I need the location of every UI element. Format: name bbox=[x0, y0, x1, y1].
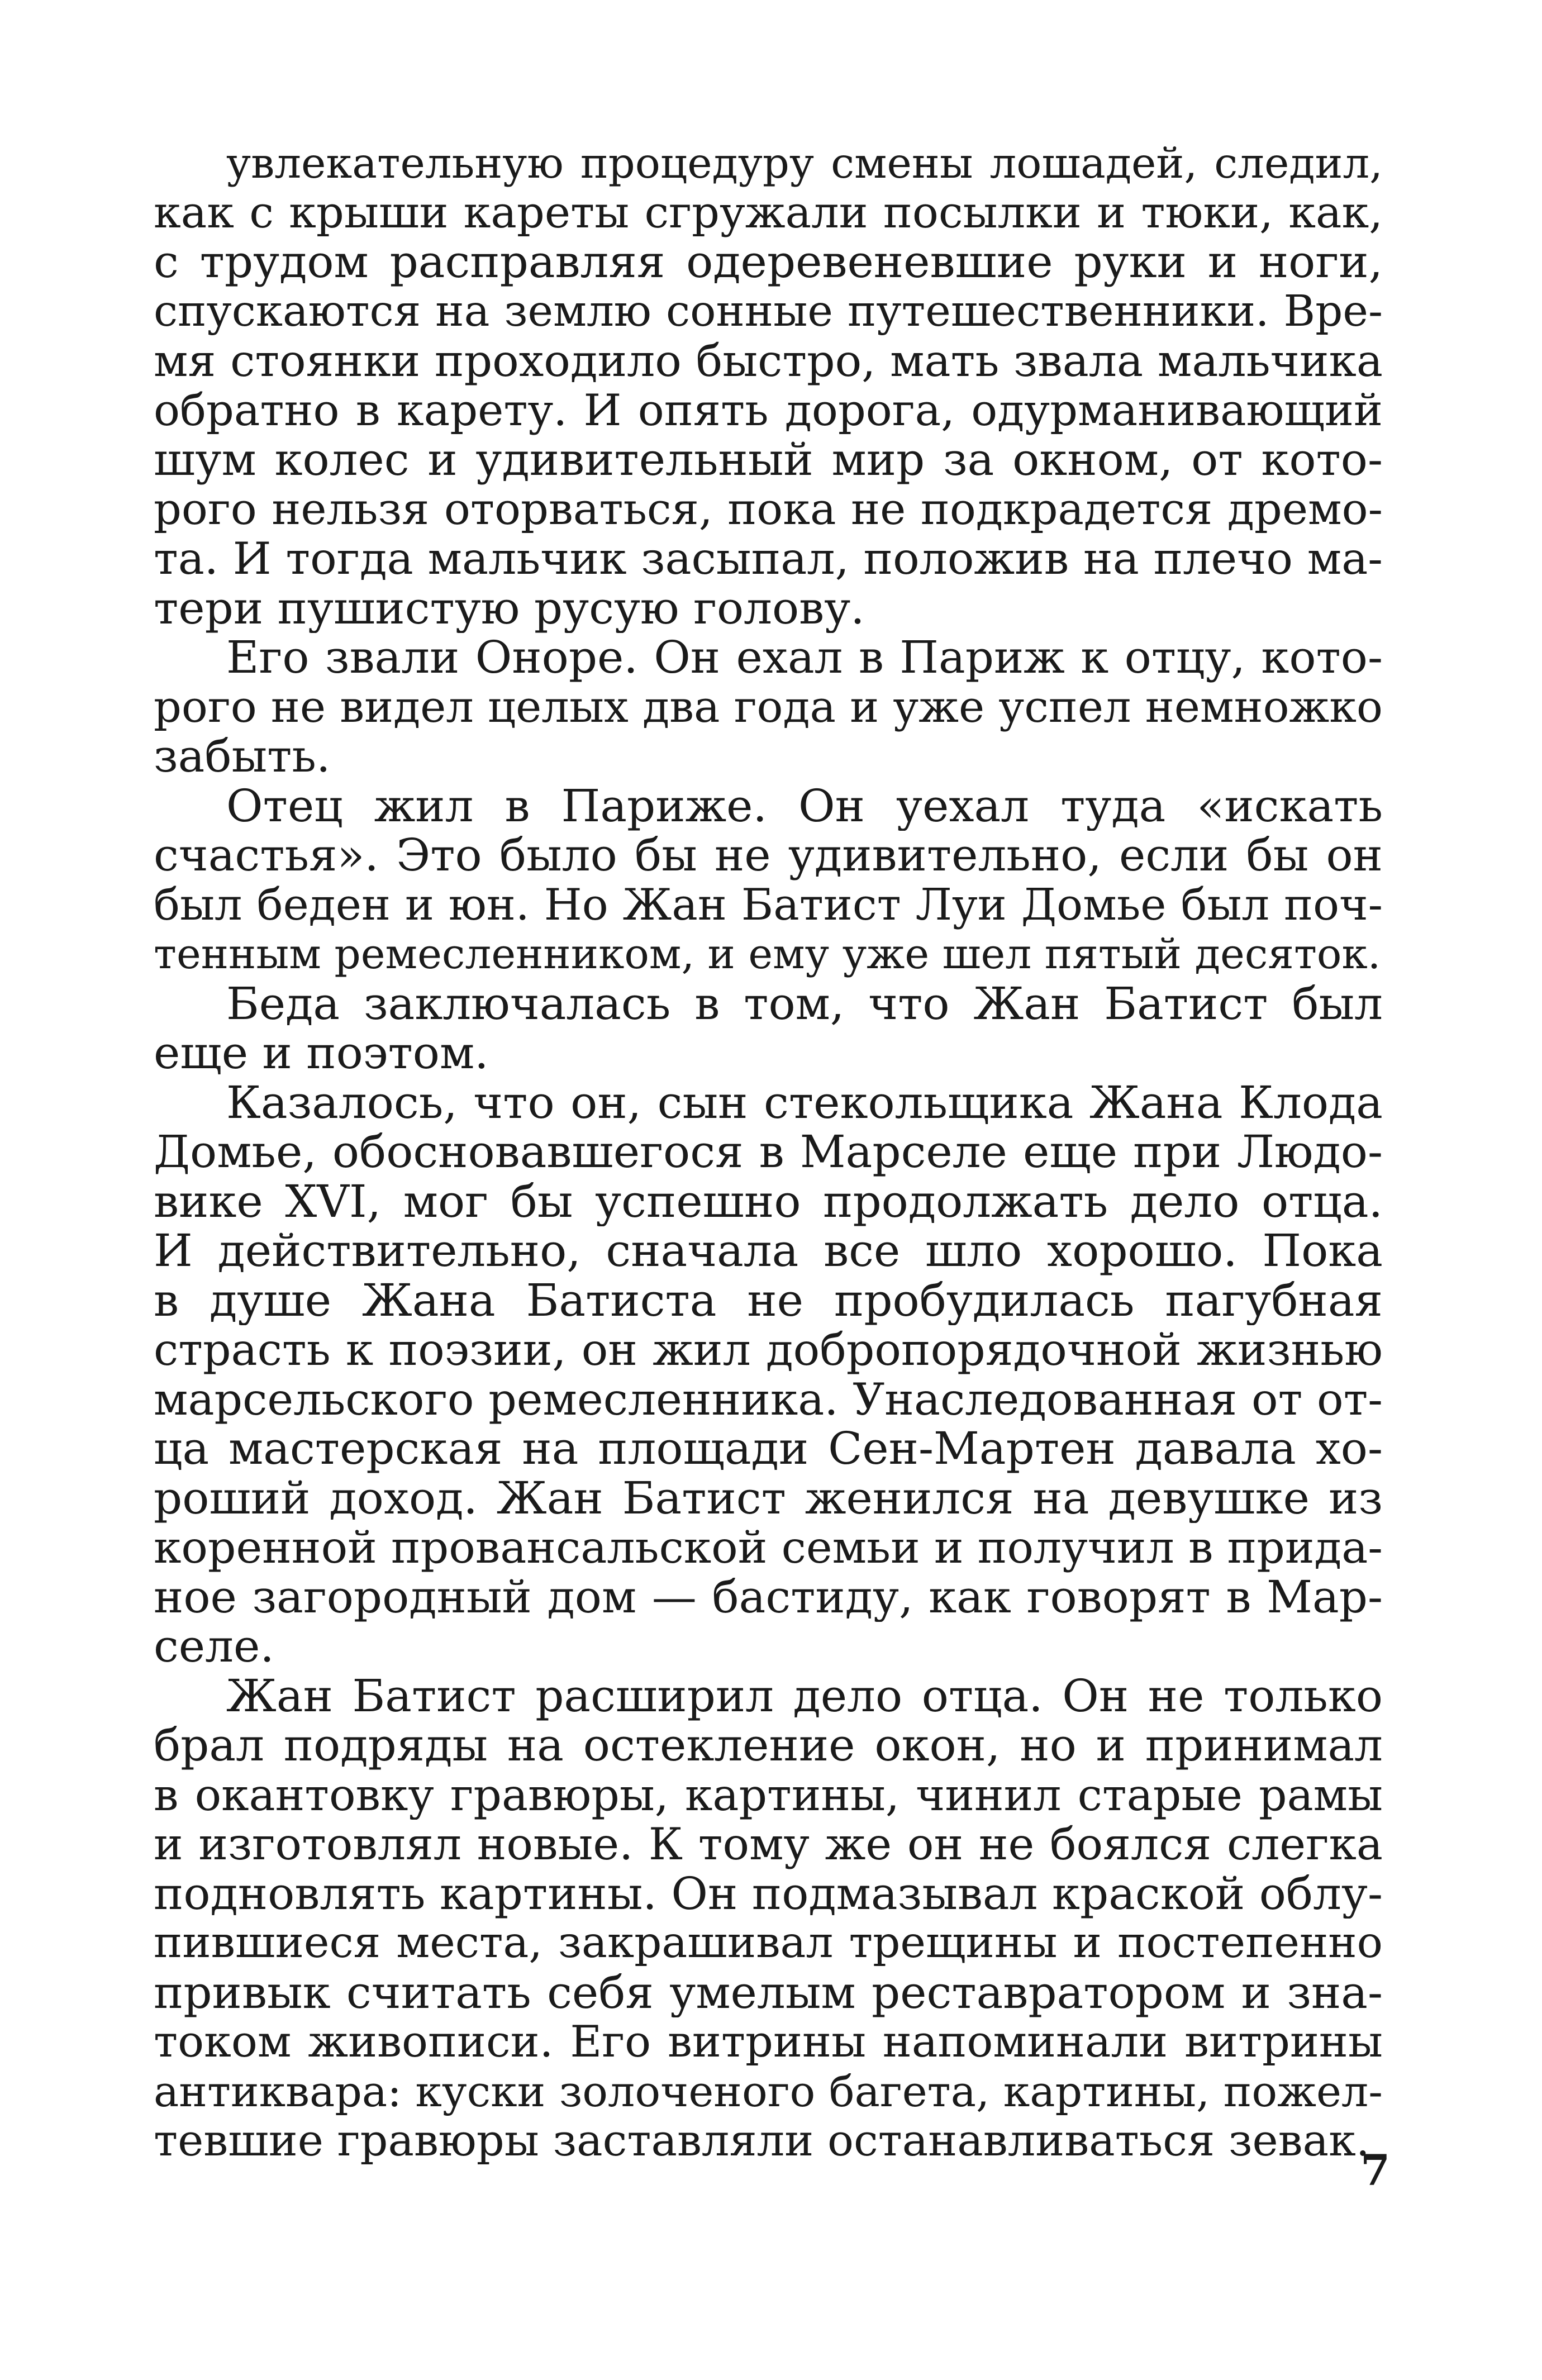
text-line: Домье, обосновавшегося в Марселе еще при Людо- bbox=[154, 1127, 1383, 1177]
text-line: счастья». Это было бы не удивительно, если бы он bbox=[154, 831, 1383, 880]
body-text bbox=[154, 139, 1383, 2166]
text-line: селе. bbox=[154, 1622, 274, 1672]
paragraph bbox=[154, 782, 1383, 979]
text-line: брал подряды на остекление окон, но и принимал bbox=[154, 1721, 1383, 1770]
text-line: в душе Жана Батиста не пробудилась пагубная bbox=[154, 1275, 1383, 1325]
paragraph bbox=[154, 1078, 1383, 1672]
text-line: вике XVI, мог бы успешно продолжать дело отца. bbox=[154, 1177, 1383, 1226]
text-line: подновлять картины. Он подмазывал краской облу- bbox=[154, 1869, 1383, 1919]
text-line: мя стоянки проходило быстро, мать звала мальчика bbox=[154, 336, 1383, 386]
text-line: И действительно, сначала все шло хорошо. Пока bbox=[154, 1226, 1383, 1276]
text-line: коренной провансальской семьи и получил в прида- bbox=[154, 1523, 1383, 1573]
text-line: забыть. bbox=[154, 732, 331, 782]
text-line: пившиеся места, закрашивал трещины и постепенно bbox=[154, 1919, 1383, 1968]
text-line: был беден и юн. Но Жан Батист Луи Домье был поч- bbox=[154, 880, 1383, 930]
text-line: рого нельзя оторваться, пока не подкрадется дремо- bbox=[154, 484, 1383, 534]
text-line: как с крыши кареты сгружали посылки и тюки, как, bbox=[154, 188, 1383, 237]
text-line: шум колес и удивительный мир за окном, от кото- bbox=[154, 435, 1383, 485]
text-line: страсть к поэзии, он жил добропорядочной жизнью bbox=[154, 1325, 1383, 1375]
text-line: тенным ремесленником, и ему уже шел пятый десяток. bbox=[154, 930, 1381, 978]
text-line: привык считать себя умелым реставратором и зна- bbox=[154, 1968, 1383, 2017]
paragraph bbox=[154, 1672, 1383, 2166]
text-line: антиквара: куски золоченого багета, картины, пожел- bbox=[154, 2067, 1383, 2116]
text-line: Его звали Оноре. Он ехал в Париж к отцу, кото- bbox=[226, 633, 1383, 683]
paragraph bbox=[154, 139, 1383, 633]
text-line: током живописи. Его витрины напоминали витрины bbox=[154, 2017, 1383, 2067]
text-line: ное загородный дом — бастиду, как говорят в Мар- bbox=[154, 1572, 1383, 1622]
text-line: Отец жил в Париже. Он уехал туда «искать bbox=[226, 781, 1383, 831]
text-line: тери пушистую русую голову. bbox=[154, 583, 865, 633]
text-line: обратно в карету. И опять дорога, одурманивающий bbox=[154, 385, 1383, 435]
text-line: та. И тогда мальчик засыпал, положив на плечо ма- bbox=[154, 534, 1383, 584]
text-line: ца мастерская на площади Сен-Мартен давала хо- bbox=[154, 1424, 1383, 1474]
text-line: Беда заключалась в том, что Жан Батист был bbox=[226, 979, 1383, 1029]
text-line: марсельского ремесленника. Унаследованная от от- bbox=[154, 1374, 1383, 1424]
text-line: и изготовлял новые. К тому же он не боялся слегка bbox=[154, 1820, 1383, 1869]
text-line: с трудом расправляя одеревеневшие руки и ноги, bbox=[154, 237, 1383, 287]
text-line: еще и поэтом. bbox=[154, 1029, 489, 1078]
text-line: увлекательную процедуру смены лошадей, следил, bbox=[226, 139, 1383, 188]
text-line: в окантовку гравюры, картины, чинил старые рамы bbox=[154, 1770, 1383, 1820]
text-line: Жан Батист расширил дело отца. Он не только bbox=[226, 1671, 1383, 1721]
text-line: рого не видел целых два года и уже успел немножко bbox=[154, 682, 1383, 732]
text-line: тевшие гравюры заставляли останавливаться зевак. bbox=[154, 2116, 1370, 2166]
text-line: спускаются на землю сонные путешественники. Вре- bbox=[154, 287, 1383, 336]
text-line: Казалось, что он, сын стекольщика Жана Клода bbox=[226, 1078, 1383, 1127]
paragraph bbox=[154, 633, 1383, 782]
text-line: роший доход. Жан Батист женился на девушке из bbox=[154, 1473, 1383, 1523]
page-number: 7 bbox=[1360, 2145, 1390, 2195]
paragraph bbox=[154, 979, 1383, 1078]
